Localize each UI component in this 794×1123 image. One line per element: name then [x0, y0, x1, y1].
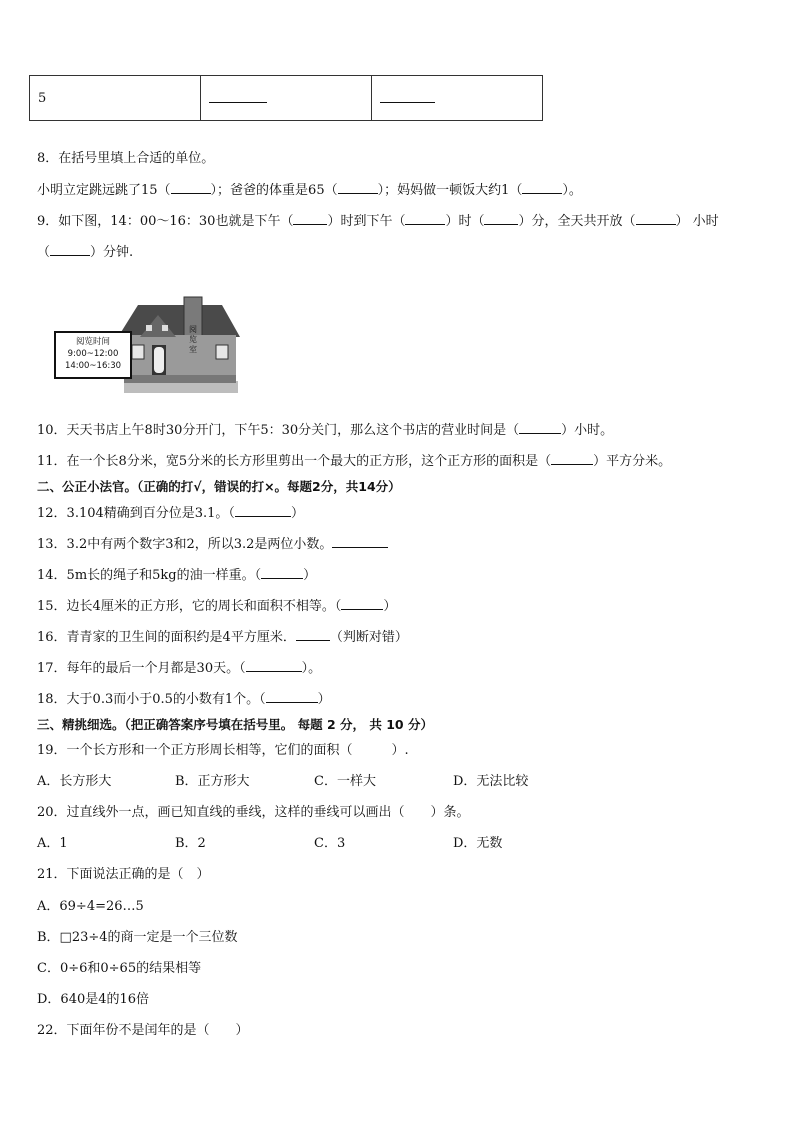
answer-blank[interactable]: [332, 535, 388, 548]
answer-blank[interactable]: [50, 243, 90, 256]
answer-blank[interactable]: [261, 566, 303, 579]
opening-hours-sign: [54, 331, 132, 379]
answer-blank[interactable]: [338, 181, 378, 194]
answer-blank[interactable]: [636, 212, 676, 225]
table-cell: [201, 76, 372, 121]
question-9-line1: 9．如下图，14：00～16：30也就是下午（ ）时到下午（ ）时（ ）分，全天共开放（ ） 小时: [37, 214, 719, 229]
question-11: 11．在一个长8分米，宽5分米的长方形里剪出一个最大的正方形，这个正方形的面积是（ ）平方分米。: [37, 454, 672, 469]
table-cell: 5: [30, 76, 201, 121]
question-19-stem: 19．一个长方形和一个正方形周长相等，它们的面积（ ）.: [37, 743, 409, 758]
answer-blank[interactable]: [341, 597, 383, 610]
option-c[interactable]: C．0÷6和0÷65的结果相等: [37, 961, 202, 976]
question-14: 14．5m长的绳子和5kg的油一样重。（ ）: [37, 568, 317, 583]
answer-blank[interactable]: [551, 452, 593, 465]
option-b[interactable]: B．2: [175, 836, 206, 851]
sign-title: 阅览时间: [75, 337, 110, 347]
option-d[interactable]: D．无法比较: [453, 774, 529, 789]
answer-blank[interactable]: [296, 628, 330, 641]
reading-room-label: 阅览室: [189, 325, 197, 354]
option-c[interactable]: C．一样大: [314, 774, 376, 789]
section-2-heading: 二、公正小法官。（正确的打√，错误的打×。每题2分，共14分）: [37, 479, 401, 494]
table-cell: [372, 76, 543, 121]
answer-blank[interactable]: [209, 90, 267, 103]
question-8-body: 小明立定跳远跳了15（ ）；爸爸的体重是65（ ）；妈妈做一顿饭大约1（ ）。: [37, 183, 582, 198]
answer-table: [29, 75, 543, 121]
option-d[interactable]: D．无数: [453, 836, 503, 851]
answer-blank[interactable]: [519, 421, 561, 434]
library-building-image: [118, 295, 240, 395]
answer-blank[interactable]: [246, 659, 302, 672]
question-9-line2: （ ）分钟.: [37, 245, 134, 260]
option-a[interactable]: A．1: [37, 836, 68, 851]
question-18: 18．大于0.3而小于0.5的小数有1个。（ ）: [37, 692, 331, 707]
answer-blank[interactable]: [235, 504, 291, 517]
question-17: 17．每年的最后一个月都是30天。（ ）。: [37, 661, 322, 676]
option-d[interactable]: D．640是4的16倍: [37, 992, 150, 1007]
option-b[interactable]: B．正方形大: [175, 774, 250, 789]
question-10: 10．天天书店上午8时30分开门，下午5：30分关门，那么这个书店的营业时间是（ ）小时。: [37, 423, 614, 438]
option-c[interactable]: C．3: [314, 836, 346, 851]
answer-blank[interactable]: [171, 181, 211, 194]
sign-time-afternoon: 14:00~16:30: [64, 361, 122, 371]
answer-blank[interactable]: [380, 90, 435, 103]
question-13: 13．3.2中有两个数字3和2，所以3.2是两位小数。: [37, 535, 388, 554]
section-3-heading: 三、精挑细选。（把正确答案序号填在括号里。 每题 2 分， 共 10 分）: [37, 717, 433, 732]
answer-blank[interactable]: [405, 212, 445, 225]
option-b[interactable]: B．□23÷4的商一定是一个三位数: [37, 930, 238, 945]
option-a[interactable]: A．长方形大: [37, 774, 112, 789]
question-19-options: [37, 773, 737, 791]
question-20-stem: 20．过直线外一点，画已知直线的垂线，这样的垂线可以画出（ ）条。: [37, 805, 470, 820]
question-15: 15．边长4厘米的正方形，它的周长和面积不相等。（ ）: [37, 599, 397, 614]
answer-blank[interactable]: [484, 212, 518, 225]
question-22-stem: 22．下面年份不是闰年的是（ ）: [37, 1023, 249, 1038]
answer-blank[interactable]: [266, 690, 318, 703]
option-a[interactable]: A．69÷4=26…5: [37, 899, 144, 914]
question-12: 12．3.104精确到百分位是3.1。（ ）: [37, 506, 304, 521]
answer-blank[interactable]: [522, 181, 562, 194]
question-21-stem: 21．下面说法正确的是（ ）: [37, 867, 210, 882]
question-16: 16．青青家的卫生间的面积约是4平方厘米． （判断对错）: [37, 630, 408, 645]
question-20-options: [37, 835, 737, 853]
answer-blank[interactable]: [293, 212, 327, 225]
sign-time-morning: 9:00~12:00: [67, 349, 119, 359]
table-row: [30, 76, 543, 121]
question-8-title: 8．在括号里填上合适的单位。: [37, 151, 215, 166]
